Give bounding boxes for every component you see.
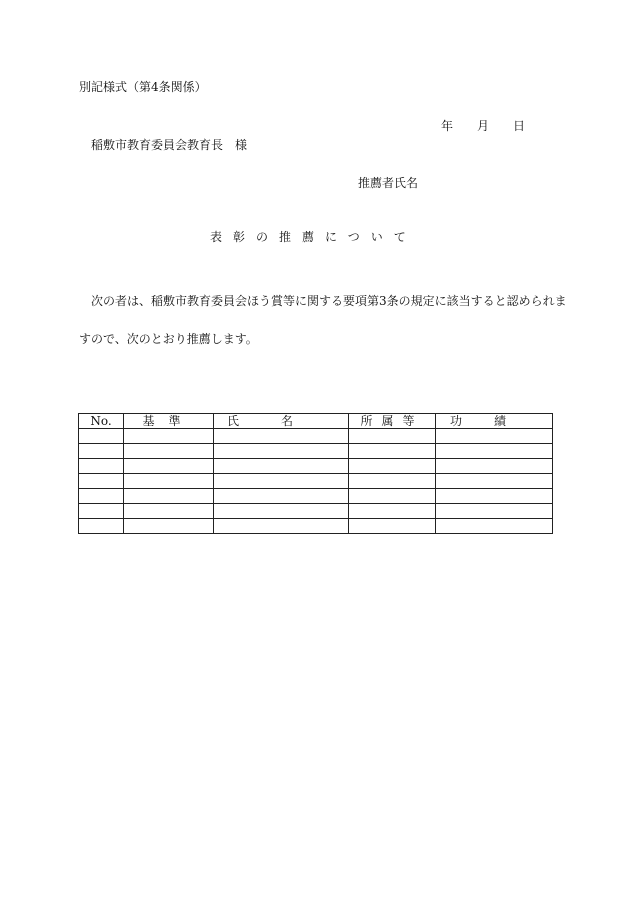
body-text-line-1: 次の者は、稲敷市教育委員会ほう賞等に関する要項第3条の規定に該当すると認められま <box>91 294 567 308</box>
header-affiliation: 所属等 <box>349 414 436 429</box>
header-basis: 基準 <box>124 414 214 429</box>
table-cell <box>124 429 214 444</box>
recommendation-table <box>78 413 553 534</box>
table-cell <box>124 504 214 519</box>
recommender-name-label: 推薦者氏名 <box>358 176 419 190</box>
table-cell <box>79 459 124 474</box>
table-cell <box>214 474 349 489</box>
table-cell <box>349 474 436 489</box>
table-cell <box>349 489 436 504</box>
table-cell <box>436 429 553 444</box>
date-line <box>441 120 525 132</box>
table-row <box>79 459 553 474</box>
table-cell <box>214 504 349 519</box>
table-cell <box>436 459 553 474</box>
table-cell <box>436 474 553 489</box>
table-cell <box>214 519 349 534</box>
table-header-row <box>79 414 553 429</box>
table-cell <box>79 444 124 459</box>
table-cell <box>349 504 436 519</box>
table-row <box>79 444 553 459</box>
table-cell <box>124 489 214 504</box>
table-cell <box>214 444 349 459</box>
table-row <box>79 489 553 504</box>
table-cell <box>436 504 553 519</box>
table-cell <box>349 459 436 474</box>
table-cell <box>436 444 553 459</box>
table-row <box>79 474 553 489</box>
addressee: 稲敷市教育委員会教育長 様 <box>91 138 248 152</box>
table-cell <box>79 504 124 519</box>
form-label: 別記様式（第4条関係） <box>79 80 207 94</box>
table-cell <box>124 444 214 459</box>
table-cell <box>79 474 124 489</box>
date-year: 年 <box>441 119 454 133</box>
table-cell <box>349 519 436 534</box>
table-cell <box>214 489 349 504</box>
table-cell <box>349 429 436 444</box>
table-cell <box>79 489 124 504</box>
table-cell <box>79 519 124 534</box>
table-cell <box>436 519 553 534</box>
table-row <box>79 429 553 444</box>
table-row <box>79 504 553 519</box>
header-name: 氏名 <box>214 414 349 429</box>
table-cell <box>214 459 349 474</box>
table-cell <box>79 429 124 444</box>
header-no: No. <box>79 414 124 429</box>
table-cell <box>124 474 214 489</box>
table-cell <box>349 444 436 459</box>
table-row <box>79 519 553 534</box>
header-achievement: 功績 <box>436 414 553 429</box>
date-day: 日 <box>513 119 526 133</box>
date-month: 月 <box>477 119 490 133</box>
table-cell <box>436 489 553 504</box>
table-cell <box>124 459 214 474</box>
document-title: 表彰の推薦について <box>210 230 417 244</box>
table-cell <box>124 519 214 534</box>
body-text-line-2: すので、次のとおり推薦します。 <box>79 332 258 346</box>
table-cell <box>214 429 349 444</box>
